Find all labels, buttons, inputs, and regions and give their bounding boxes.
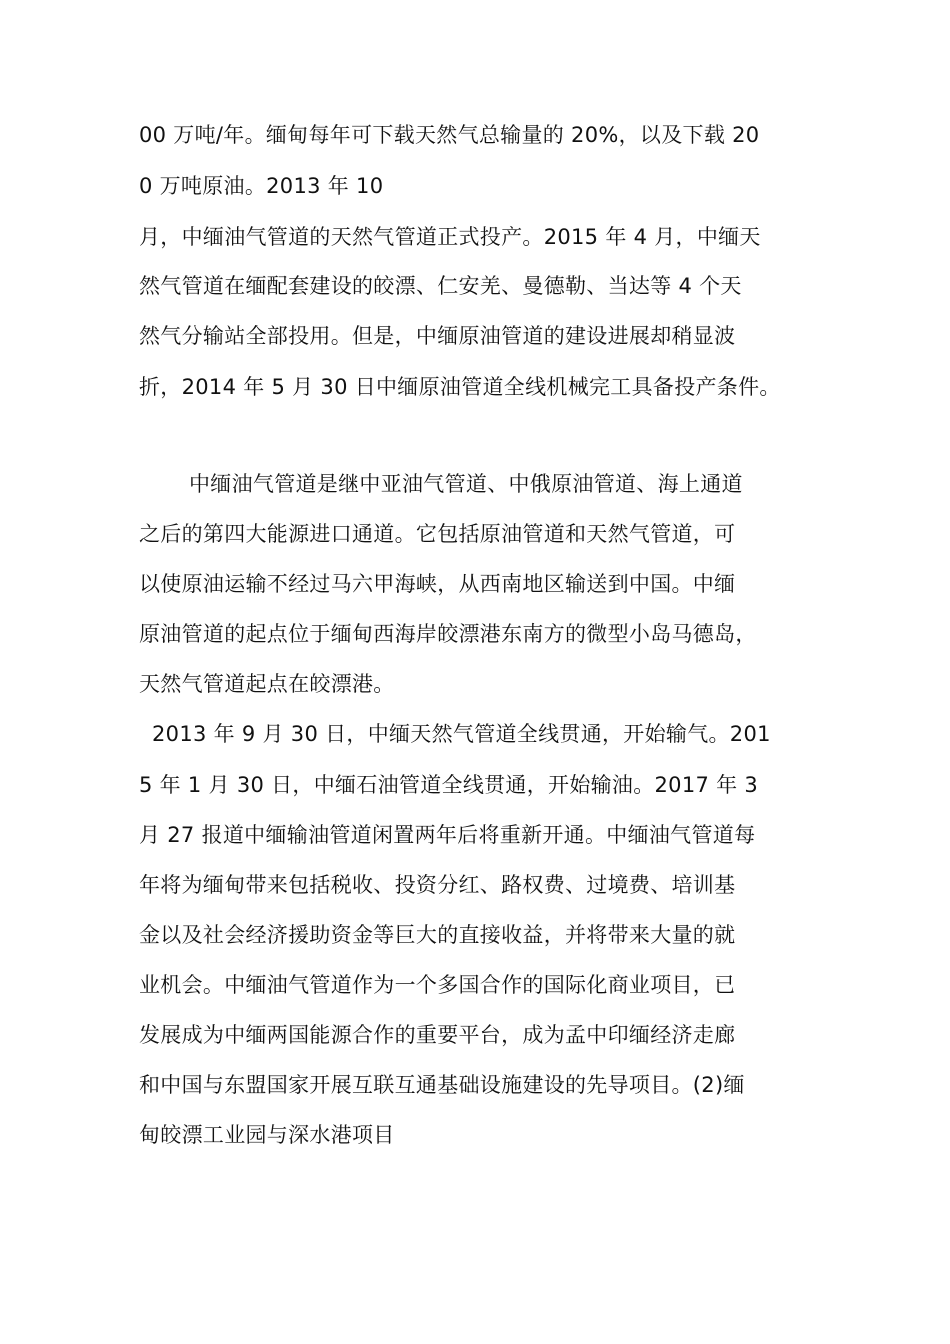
paragraph-first-line: 中缅油气管道是继中亚油气管道、中俄原油管道、海上通道 xyxy=(189,472,743,496)
text-line: 甸皎漂工业园与深水港项目 xyxy=(139,1123,395,1147)
text-line: 业机会。中缅油气管道作为一个多国合作的国际化商业项目，已 xyxy=(139,973,736,997)
text-line: 00 万吨/年。缅甸每年可下载天然气总输量的 20%，以及下载 20 xyxy=(139,123,760,147)
text-line: 然气管道在缅配套建设的皎漂、仁安羌、曼德勒、当达等 4 个天 xyxy=(139,274,742,298)
text-line: 以使原油运输不经过马六甲海峡，从西南地区输送到中国。中缅 xyxy=(139,572,736,596)
text-line: 之后的第四大能源进口通道。它包括原油管道和天然气管道，可 xyxy=(139,522,736,546)
text-line: 发展成为中缅两国能源合作的重要平台，成为孟中印缅经济走廊 xyxy=(139,1023,736,1047)
text-line: 月，中缅油气管道的天然气管道正式投产。2015 年 4 月，中缅天 xyxy=(139,225,761,249)
text-line: 天然气管道起点在皎漂港。 xyxy=(139,672,395,696)
text-line: 和中国与东盟国家开展互联互通基础设施建设的先导项目。(2)缅 xyxy=(139,1073,745,1097)
text-line: 0 万吨原油。2013 年 10 xyxy=(139,174,384,198)
text-line: 折，2014 年 5 月 30 日中缅原油管道全线机械完工具备投产条件。 xyxy=(139,375,781,399)
text-line: 5 年 1 月 30 日，中缅石油管道全线贯通，开始输油。2017 年 3 xyxy=(139,773,759,797)
text-line: 原油管道的起点位于缅甸西海岸皎漂港东南方的微型小岛马德岛， xyxy=(139,622,757,646)
text-line: 月 27 报道中缅输油管道闲置两年后将重新开通。中缅油气管道每 xyxy=(139,823,756,847)
text-line: 然气分输站全部投用。但是，中缅原油管道的建设进展却稍显波 xyxy=(139,324,736,348)
text-line: 年将为缅甸带来包括税收、投资分红、路权费、过境费、培训基 xyxy=(139,873,736,897)
paragraph-first-line: 2013 年 9 月 30 日，中缅天然气管道全线贯通，开始输气。201 xyxy=(152,722,771,746)
text-line: 金以及社会经济援助资金等巨大的直接收益，并将带来大量的就 xyxy=(139,923,736,947)
